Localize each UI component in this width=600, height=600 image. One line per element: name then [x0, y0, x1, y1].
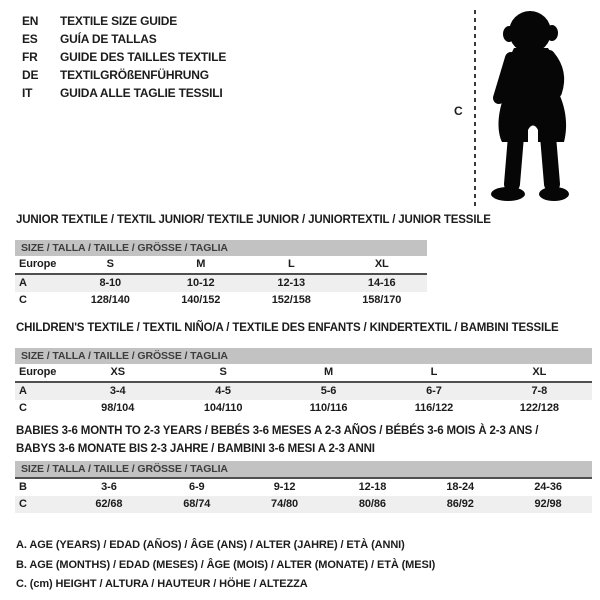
value-cell: 6-7 — [426, 385, 442, 397]
babies-size-table — [15, 461, 592, 513]
value-cell: 92/98 — [534, 498, 562, 510]
row-label-cell: C — [19, 498, 27, 510]
language-code: EN — [22, 14, 39, 28]
section-title-line: BABYS 3-6 MONATE BIS 2-3 JAHRE / BAMBINI 3-6 MESI A 2-3 ANNI — [16, 443, 375, 455]
column-header-cell: L — [287, 258, 295, 270]
value-cell: 68/74 — [183, 498, 211, 510]
value-cell: 122/128 — [519, 402, 559, 414]
language-row — [22, 30, 226, 48]
footnote-legend — [16, 536, 435, 595]
table-row — [15, 275, 427, 292]
column-header-cell: Europe — [19, 366, 57, 378]
toddler-silhouette-icon — [486, 6, 598, 211]
language-code: ES — [22, 32, 38, 46]
row-label-cell: A — [19, 385, 27, 397]
footnote-c: C. (cm) HEIGHT / ALTURA / HAUTEUR / HÖHE / ALTEZZA — [16, 578, 308, 590]
column-header-cell: XL — [374, 258, 389, 270]
value-cell: 128/140 — [90, 294, 130, 306]
value-cell: 3-4 — [109, 385, 126, 397]
section-title-line: BABIES 3-6 MONTH TO 2-3 YEARS / BEBÉS 3-6 MESES A 2-3 AÑOS / BÉBÉS 3-6 MOIS À 2-3 ANS / — [16, 425, 539, 437]
table-row — [15, 383, 592, 400]
section-title-junior: JUNIOR TEXTILE / TEXTIL JUNIOR/ TEXTILE JUNIOR / JUNIORTEXTIL / JUNIOR TESSILE — [16, 214, 491, 226]
language-code: DE — [22, 68, 39, 82]
language-title: GUIDE DES TAILLES TEXTILE — [60, 50, 227, 64]
column-header-cell: S — [219, 366, 227, 378]
value-cell: 8-10 — [99, 277, 122, 289]
value-cell: 4-5 — [215, 385, 231, 397]
language-row — [22, 48, 226, 66]
value-cell: 7-8 — [531, 385, 548, 397]
value-cell: 3-6 — [101, 481, 117, 493]
value-cell: 10-12 — [186, 277, 215, 289]
language-row — [22, 12, 226, 30]
value-cell: 5-6 — [320, 385, 337, 397]
column-header-cell: S — [106, 258, 114, 270]
column-header-cell: XL — [532, 366, 547, 378]
value-cell: 152/158 — [271, 294, 311, 306]
table-row — [15, 400, 592, 417]
value-cell: 6-9 — [188, 481, 205, 493]
language-code: FR — [22, 50, 38, 64]
column-header-cell: Europe — [19, 258, 57, 270]
value-cell: 18-24 — [446, 481, 475, 493]
value-cell: 104/110 — [203, 402, 243, 414]
table-column-header-row — [15, 364, 592, 383]
row-label-cell: A — [19, 277, 27, 289]
table-column-header-row — [15, 256, 427, 275]
value-cell: 12-13 — [277, 277, 306, 289]
language-row — [22, 66, 226, 84]
row-label-cell: C — [19, 294, 27, 306]
row-label-cell: B — [19, 481, 27, 493]
language-row — [22, 84, 226, 102]
column-header-cell: L — [430, 366, 438, 378]
column-header-cell: XS — [110, 366, 125, 378]
language-title: GUIDA ALLE TAGLIE TESSILI — [60, 86, 223, 100]
language-list — [22, 12, 226, 102]
table-row — [15, 479, 592, 496]
junior-size-table — [15, 240, 427, 309]
value-cell: 12-18 — [358, 481, 387, 493]
language-title: TEXTILGRÖßENFÜHRUNG — [60, 68, 209, 82]
language-title: GUÍA DE TALLAS — [60, 32, 157, 46]
column-header-cell: M — [196, 258, 206, 270]
value-cell: 86/92 — [446, 498, 474, 510]
footnote-b: B. AGE (MONTHS) / EDAD (MESES) / ÂGE (MOIS) / ALTER (MONATE) / ETÀ (MESI) — [16, 558, 436, 571]
column-header-cell: M — [323, 366, 334, 378]
value-cell: 116/122 — [414, 402, 454, 414]
children-size-table — [15, 348, 592, 417]
language-code: IT — [22, 86, 33, 100]
section-title-babies — [16, 422, 538, 458]
row-label-cell: C — [19, 402, 27, 414]
height-dashed-line — [474, 10, 476, 208]
table-row — [15, 496, 592, 513]
value-cell: 110/116 — [309, 402, 348, 414]
size-header-bar: SIZE / TALLA / TAILLE / GRÖSSE / TAGLIA — [15, 240, 427, 256]
table-row — [15, 292, 427, 309]
value-cell: 74/80 — [271, 498, 299, 510]
size-header-bar: SIZE / TALLA / TAILLE / GRÖSSE / TAGLIA — [15, 348, 592, 364]
value-cell: 14-16 — [367, 277, 396, 289]
value-cell: 9-12 — [273, 481, 296, 493]
value-cell: 62/68 — [95, 498, 123, 510]
height-label: C — [454, 104, 463, 118]
footnote-a: A. AGE (YEARS) / EDAD (AÑOS) / ÂGE (ANS) / ALTER (JAHRE) / ETÀ (ANNI) — [16, 539, 405, 551]
value-cell: 158/170 — [362, 294, 402, 306]
value-cell: 80/86 — [358, 498, 386, 510]
language-title: TEXTILE SIZE GUIDE — [60, 14, 178, 28]
size-header-bar: SIZE / TALLA / TAILLE / GRÖSSE / TAGLIA — [15, 461, 592, 479]
section-title-children: CHILDREN'S TEXTILE / TEXTIL NIÑO/A / TEXTILE DES ENFANTS / KINDERTEXTIL / BAMBINI TESSILE — [16, 322, 559, 334]
value-cell: 98/104 — [101, 402, 135, 414]
value-cell: 140/152 — [181, 294, 221, 306]
value-cell: 24-36 — [534, 481, 562, 493]
